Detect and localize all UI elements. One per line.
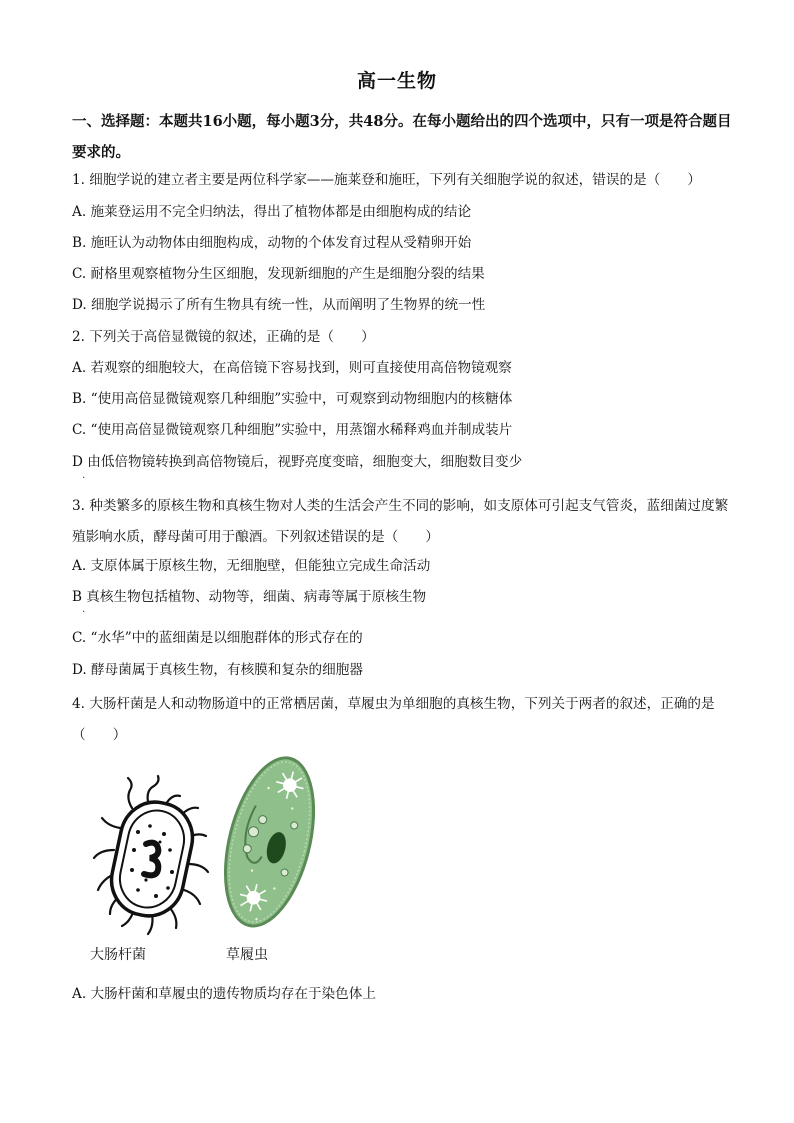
caption-ecoli: 大肠杆菌 <box>90 947 146 963</box>
stray-dot-mark: . <box>82 470 86 481</box>
page-title: 高一生物 <box>356 70 437 92</box>
question-2-option-a: A. 若观察的细胞较大，在高倍镜下容易找到，则可直接使用高倍物镜观察 <box>72 360 512 376</box>
question-1-option-a: A. 施莱登运用不完全归纳法，得出了植物体都是由细胞构成的结论 <box>72 204 472 220</box>
question-2-option-c: C. “使用高倍显微镜观察几种细胞”实验中，用蒸馏水稀释鸡血并制成装片 <box>72 422 513 438</box>
question-2-option-b: B. “使用高倍显微镜观察几种细胞”实验中，可观察到动物细胞内的核糖体 <box>72 391 513 407</box>
question-1-option-c: C. 耐格里观察植物分生区细胞，发现新细胞的产生是细胞分裂的结果 <box>72 266 485 282</box>
cell-illustrations <box>80 750 340 970</box>
question-1-option-d: D. 细胞学说揭示了所有生物具有统一性，从而阐明了生物界的统一性 <box>72 297 486 313</box>
question-3-option-b: B 真核生物包括植物、动物等，细菌、病毒等属于原核生物 <box>72 589 427 605</box>
question-3-option-d: D. 酵母菌属于真核生物，有核膜和复杂的细胞器 <box>72 662 363 678</box>
section-header: 一、选择题：本题共16小题，每小题3分，共48分。在每小题给出的四个选项中，只有一项是符合题目要求的。 <box>72 113 732 161</box>
question-2-stem: 2. 下列关于高倍显微镜的叙述，正确的是（ ） <box>72 329 375 345</box>
ecoli-illustration <box>94 776 208 934</box>
paramecium-illustration <box>210 750 329 935</box>
question-1-stem: 1. 细胞学说的建立者主要是两位科学家——施莱登和施旺，下列有关细胞学说的叙述，错误的是（ ） <box>72 172 702 188</box>
question-2-option-d: D 由低倍物镜转换到高倍物镜后，视野亮度变暗，细胞变大，细胞数目变少 <box>72 454 523 470</box>
question-3-stem: 3. 种类繁多的原核生物和真核生物对人类的生活会产生不同的影响，如支原体可引起支气管炎，蓝细菌过度繁殖影响水质，酵母菌可用于酿酒。下列叙述错误的是（ ） <box>72 498 729 545</box>
question-1-option-b: B. 施旺认为动物体由细胞构成，动物的个体发育过程从受精卵开始 <box>72 235 472 251</box>
caption-paramecium: 草履虫 <box>226 947 268 963</box>
question-4-stem: 4. 大肠杆菌是人和动物肠道中的正常栖居菌，草履虫为单细胞的真核生物，下列关于两者的叙述，正确的是（ ） <box>72 696 715 743</box>
stray-dot-mark: . <box>82 604 86 615</box>
question-3-option-c: C. “水华”中的蓝细菌是以细胞群体的形式存在的 <box>72 630 363 646</box>
question-4-option-a: A. 大肠杆菌和草履虫的遗传物质均存在于染色体上 <box>72 986 376 1002</box>
question-3-option-a: A. 支原体属于原核生物，无细胞壁，但能独立完成生命活动 <box>72 558 431 574</box>
